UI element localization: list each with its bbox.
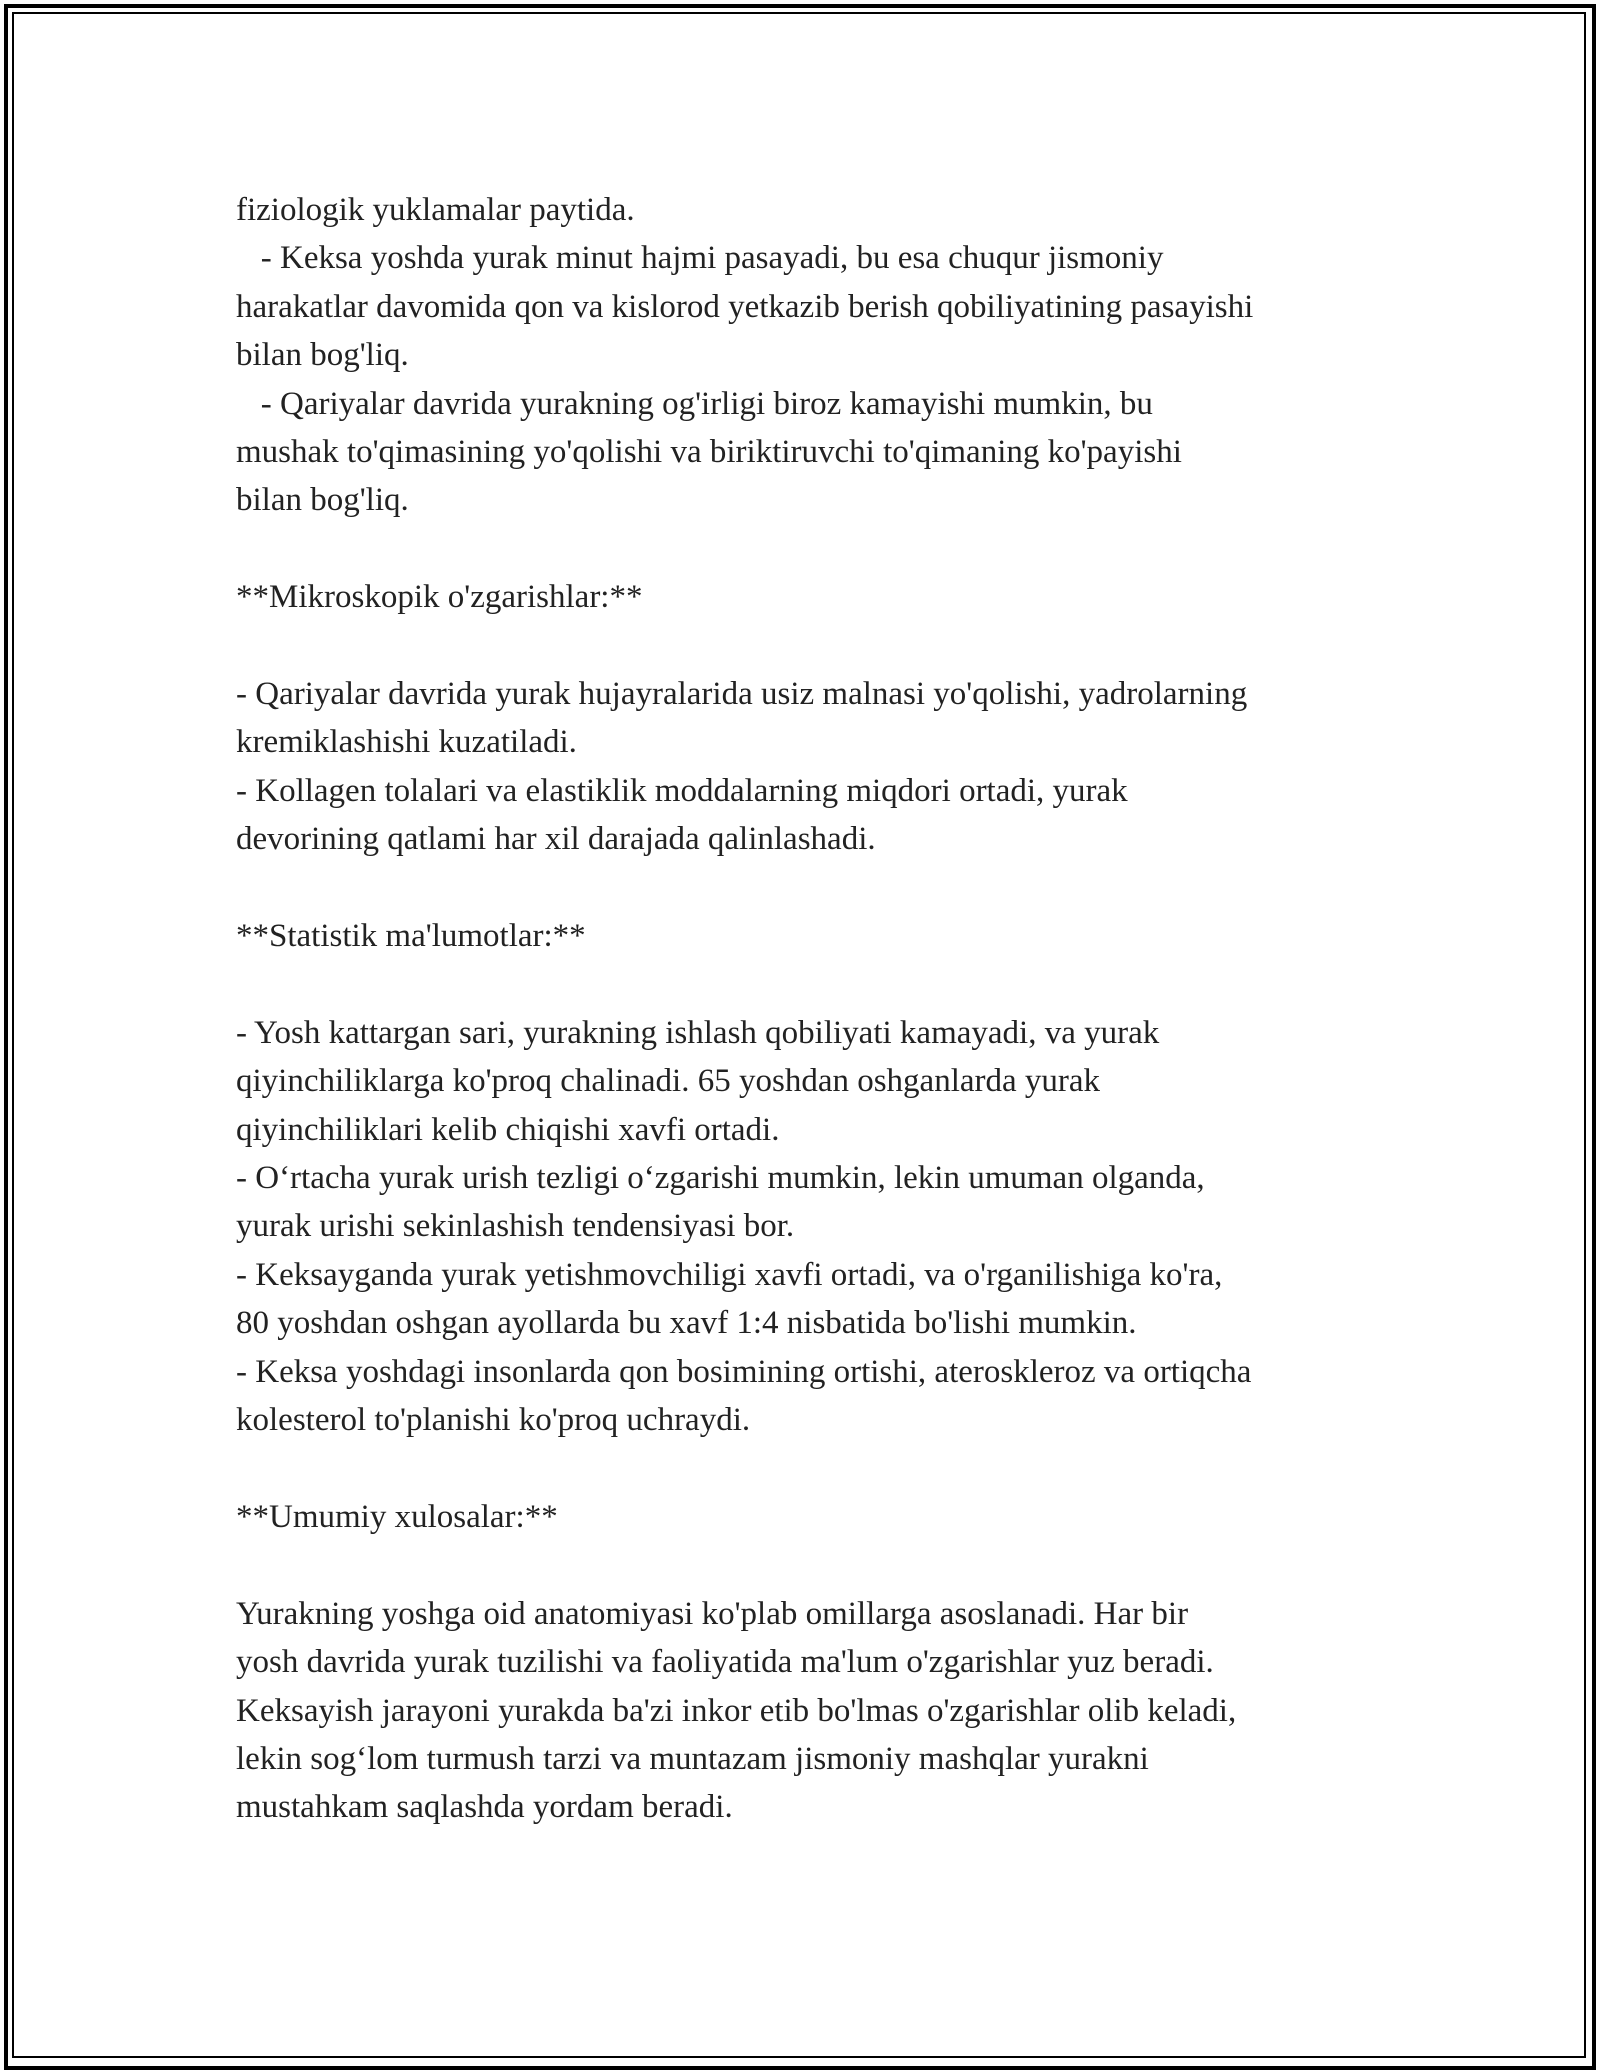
text-line: 80 yoshdan oshgan ayollarda bu xavf 1:4 nisbatida bo'lishi mumkin. (236, 1305, 1137, 1342)
section-heading: **Umumiy xulosalar:** (236, 1498, 558, 1535)
text-line: qiyinchiliklarga ko'proq chalinadi. 65 yoshdan oshganlarda yurak (236, 1063, 1101, 1100)
blank-line (236, 525, 1396, 573)
text-line: - Keksa yoshda yurak minut hajmi pasayadi, bu esa chuqur jismoniy (236, 240, 1164, 277)
text-line: bilan bog'liq. (236, 337, 409, 374)
text-line: - Yosh kattargan sari, yurakning ishlash qobiliyati kamayadi, va yurak (236, 1014, 1160, 1051)
text-line: Yurakning yoshga oid anatomiyasi ko'plab omillarga asoslanadi. Har bir (236, 1595, 1189, 1632)
text-line: - O‘rtacha yurak urish tezligi o‘zgarishi mumkin, lekin umuman olganda, (236, 1160, 1205, 1197)
text-line: Keksayish jarayoni yurakda ba'zi inkor etib bo'lmas o'zgarishlar olib keladi, (236, 1692, 1237, 1729)
section-heading: **Mikroskopik o'zgarishlar:** (236, 579, 643, 616)
text-line: - Qariyalar davrida yurak hujayralarida usiz malnasi yo'qolishi, yadrolarning (236, 676, 1248, 713)
text-line: yurak urishi sekinlashish tendensiyasi bor. (236, 1208, 795, 1245)
text-line: - Keksa yoshdagi insonlarda qon bosimining ortishi, ateroskleroz va ortiqcha (236, 1353, 1252, 1390)
text-line: mustahkam saqlashda yordam beradi. (236, 1789, 733, 1826)
blank-line (236, 960, 1396, 1008)
text-line: - Keksayganda yurak yetishmovchiligi xavfi ortadi, va o'rganilishiga ko'ra, (236, 1256, 1223, 1293)
text-line: - Kollagen tolalari va elastiklik moddalarning miqdori ortadi, yurak (236, 772, 1128, 809)
text-line: yosh davrida yurak tuzilishi va faoliyatida ma'lum o'zgarishlar yuz beradi. (236, 1644, 1214, 1681)
text-line: - Qariyalar davrida yurakning og'irligi biroz kamayishi mumkin, bu (236, 385, 1153, 422)
document-body (236, 186, 1396, 1832)
text-line: lekin sog‘lom turmush tarzi va muntazam jismoniy mashqlar yurakni (236, 1740, 1149, 1777)
section-heading: **Statistik ma'lumotlar:** (236, 918, 586, 955)
text-line: harakatlar davomida qon va kislorod yetkazib berish qobiliyatining pasayishi (236, 288, 1254, 325)
text-line: kolesterol to'planishi ko'proq uchraydi. (236, 1402, 751, 1439)
blank-line (236, 622, 1396, 670)
blank-line (236, 864, 1396, 912)
text-line: kremiklashishi kuzatiladi. (236, 724, 577, 761)
text-line: bilan bog'liq. (236, 482, 409, 519)
text-line: qiyinchiliklari kelib chiqishi xavfi ortadi. (236, 1111, 780, 1148)
text-line: mushak to'qimasining yo'qolishi va biriktiruvchi to'qimaning ko'payishi (236, 434, 1182, 471)
text-line: fiziologik yuklamalar paytida. (236, 192, 635, 228)
blank-line (236, 1445, 1396, 1493)
blank-line (236, 1541, 1396, 1589)
text-line: devorining qatlami har xil darajada qalinlashadi. (236, 821, 876, 858)
